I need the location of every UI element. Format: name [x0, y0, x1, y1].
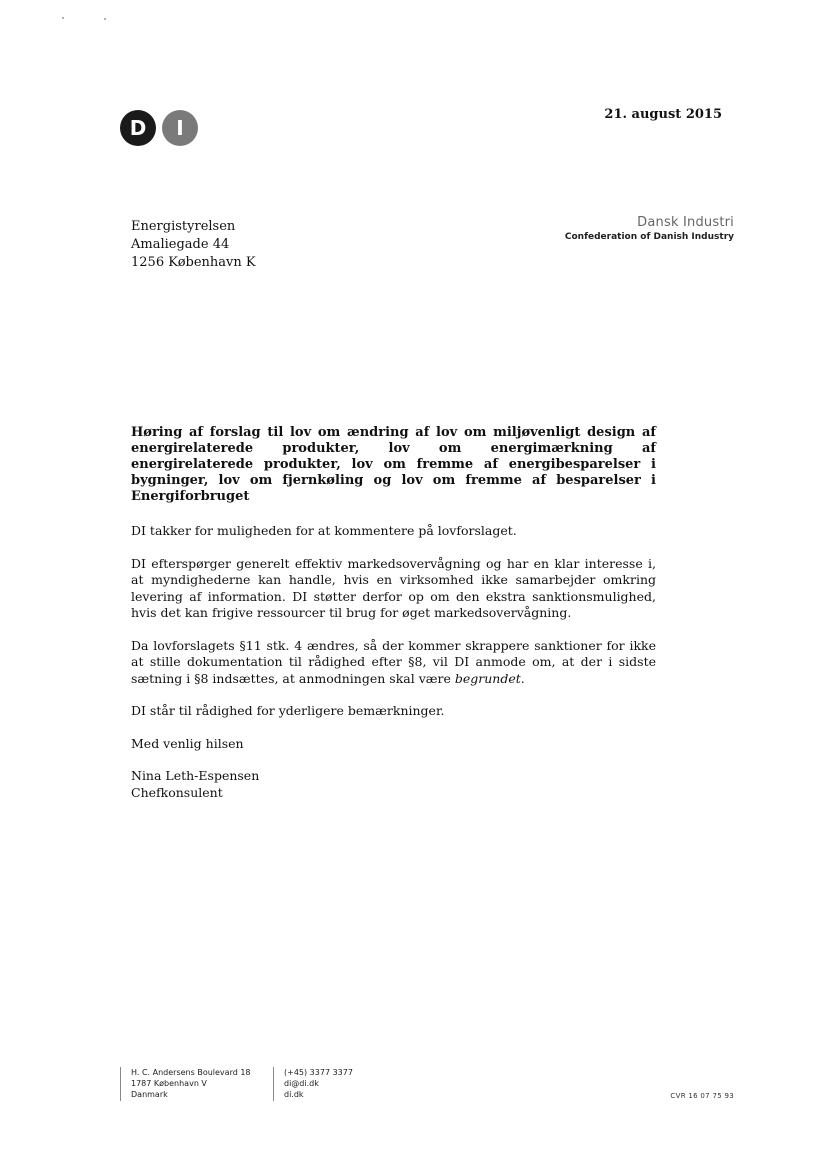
paragraph-2: DI efterspørger generelt effektiv markedsovervågning og har en klar interesse i, at myndighederne kan handle, hvis en virksomhed ikke samarbejder omkring levering af information. DI støtter derfor op om den ekstra sanktionsmulighed, hvis det kan frigive ressourcer til brug for øget markedsovervågning.	[131, 555, 656, 620]
brand-subtitle: Confederation of Danish Industry	[564, 232, 734, 242]
recipient-city: 1256 København K	[131, 255, 256, 270]
footer-address-line: Danmark	[131, 1090, 168, 1099]
recipient-street: Amaliegade 44	[131, 237, 230, 252]
closing: Med venlig hilsen	[131, 735, 244, 751]
footer-email: di@di.dk	[284, 1079, 319, 1088]
paragraph-1: DI takker for muligheden for at kommentere på lovforslaget.	[131, 523, 517, 538]
scan-speck	[104, 18, 106, 20]
signer-title: Chefkonsulent	[131, 784, 223, 800]
logo-circle-d: D	[120, 110, 156, 146]
page-footer	[120, 1067, 740, 1103]
brand-name: Dansk Industri	[637, 215, 734, 230]
footer-web: di.dk	[284, 1090, 304, 1099]
letter-date: 21. august 2015	[604, 107, 722, 122]
footer-cvr: CVR 16 07 75 93	[670, 1092, 734, 1100]
paragraph-3-emphasis: begrundet	[454, 670, 521, 686]
footer-address-line: H. C. Andersens Boulevard 18	[131, 1068, 251, 1077]
footer-address	[120, 1067, 251, 1101]
signer-name: Nina Leth-Espensen	[131, 768, 260, 783]
footer-phone: (+45) 3377 3377	[284, 1068, 353, 1077]
paragraph-3-end: .	[520, 670, 525, 686]
di-logo	[120, 110, 200, 146]
letter-body	[131, 425, 656, 801]
paragraph-4: DI står til rådighed for yderligere bemærkninger.	[131, 703, 445, 718]
logo-circle-i: I	[162, 110, 198, 146]
letter-subject: Høring af forslag til lov om ændring af lov om miljøvenligt design af energirelaterede produkter, lov om energimærkning af energirelaterede produkter, lov om fremme af energibesparelser i bygninger, lov om fjernkøling og lov om fremme af besparelser i Energiforbruget	[131, 425, 656, 504]
sender-brand	[565, 215, 734, 242]
footer-address-line: 1787 København V	[131, 1079, 207, 1088]
recipient-name: Energistyrelsen	[131, 219, 236, 234]
paragraph-3-text: Da lovforslagets §11 stk. 4 ændres, så der kommer skrappere sanktioner for ikke at stille dokumentation til rådighed efter §8, vil DI anmode om, at der i sidste sætning i §8 indsættes, at anmodningen skal være	[131, 637, 656, 686]
recipient-address	[131, 218, 256, 272]
footer-contact	[273, 1067, 353, 1101]
paragraph-3	[131, 638, 656, 688]
scan-speck	[62, 17, 64, 19]
